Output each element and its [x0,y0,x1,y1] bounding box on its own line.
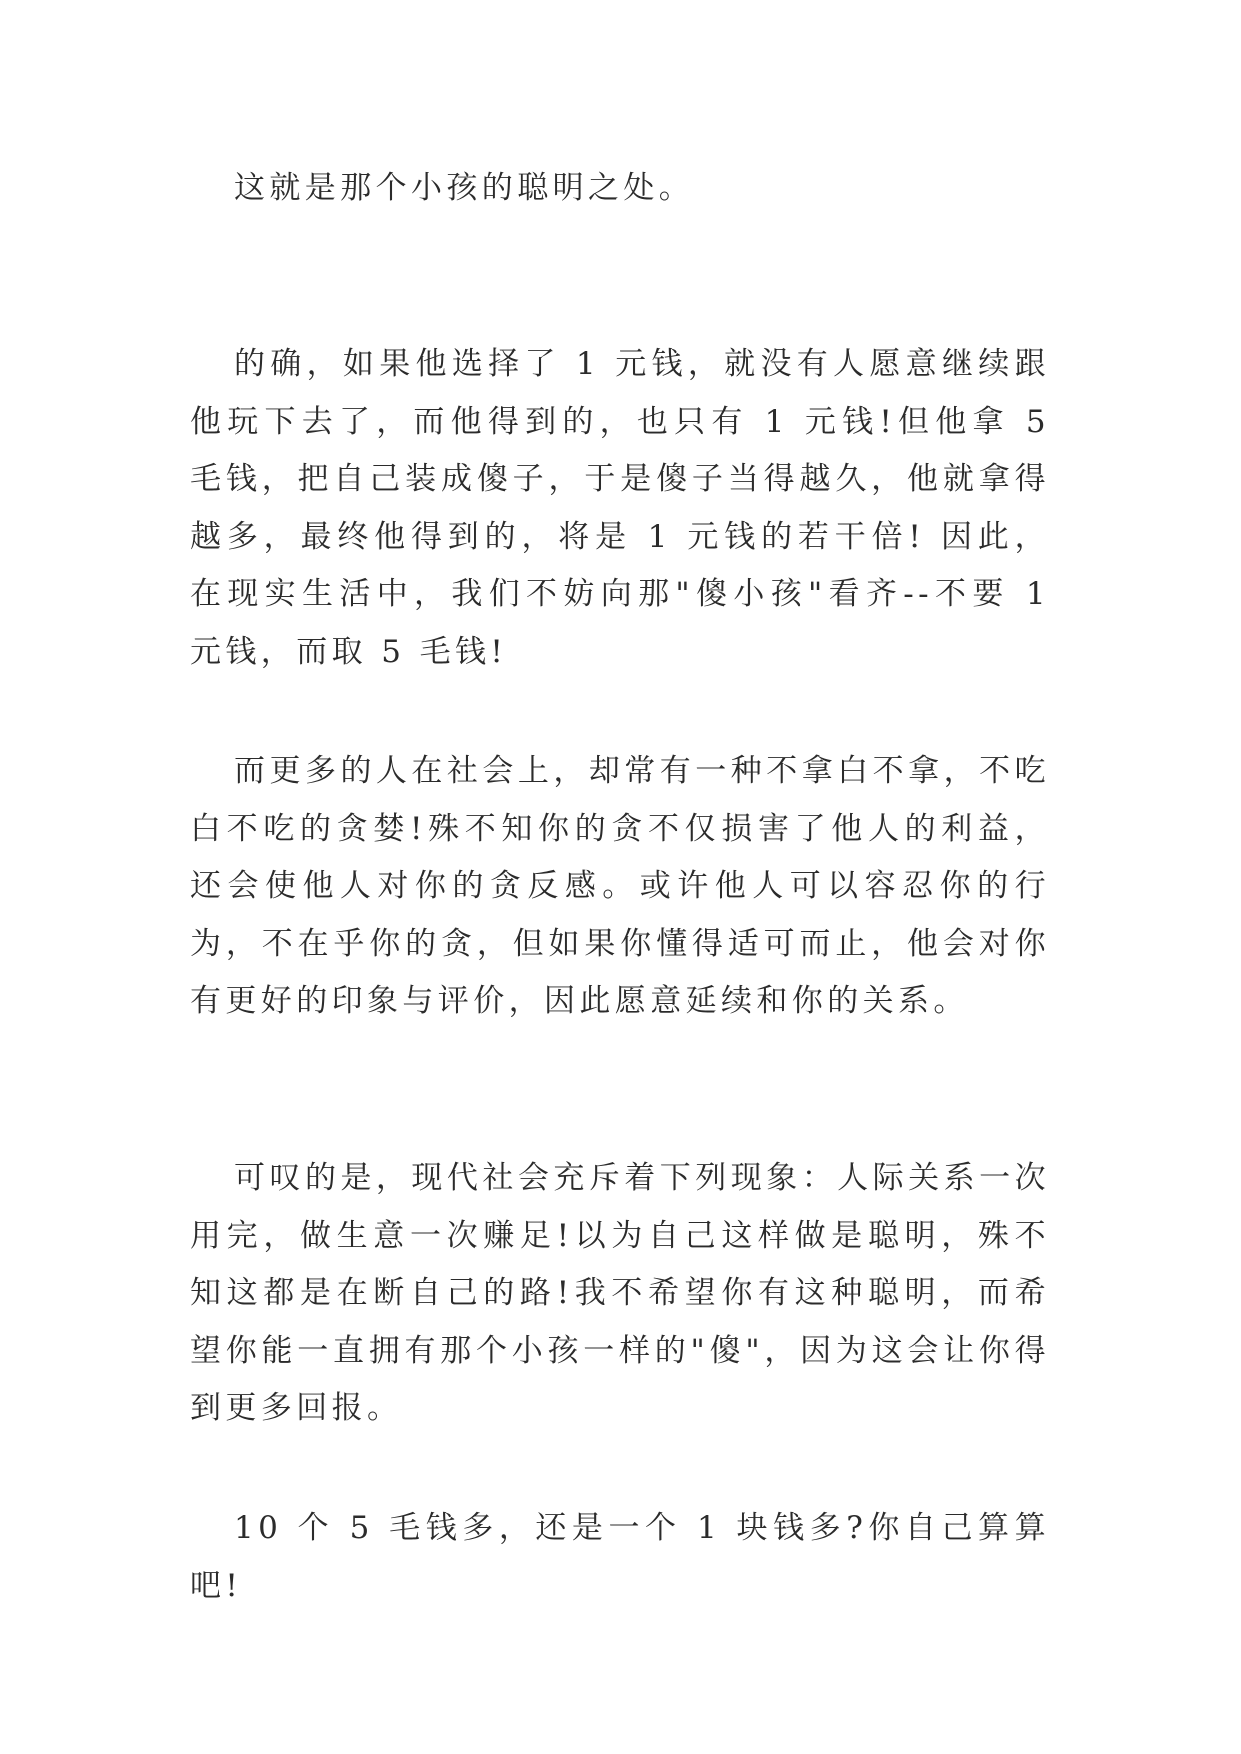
paragraph-3: 而更多的人在社会上，却常有一种不拿白不拿，不吃白不吃的贪婪!殊不知你的贪不仅损害了他人的利益，还会使他人对你的贪反感。或许他人可以容忍你的行为，不在乎你的贪，但如果你懂得适可而止，他会对你有更好的印象与评价，因此愿意延续和你的关系。 [190,753,1050,1019]
paragraph-2: 的确，如果他选择了 1 元钱，就没有人愿意继续跟他玩下去了，而他得到的，也只有 1 元钱!但他拿 5 毛钱，把自己装成傻子，于是傻子当得越久，他就拿得越多，最终他得到的，将是 1 元钱的若干倍! 因此，在现实生活中，我们不妨向那"傻小孩"看齐--不要 1 元钱，而取 5 毛钱! [190,346,1050,670]
paragraph-4: 可叹的是，现代社会充斥着下列现象：人际关系一次用完，做生意一次赚足!以为自己这样做是聪明，殊不知这都是在断自己的路!我不希望你有这种聪明，而希望你能一直拥有那个小孩一样的"傻"，因为这会让你得到更多回报。 [190,1160,1050,1426]
paragraph-5: 10 个 5 毛钱多，还是一个 1 块钱多?你自己算算吧! [190,1510,1050,1604]
paragraph-1: 这就是那个小孩的聪明之处。 [234,170,695,206]
